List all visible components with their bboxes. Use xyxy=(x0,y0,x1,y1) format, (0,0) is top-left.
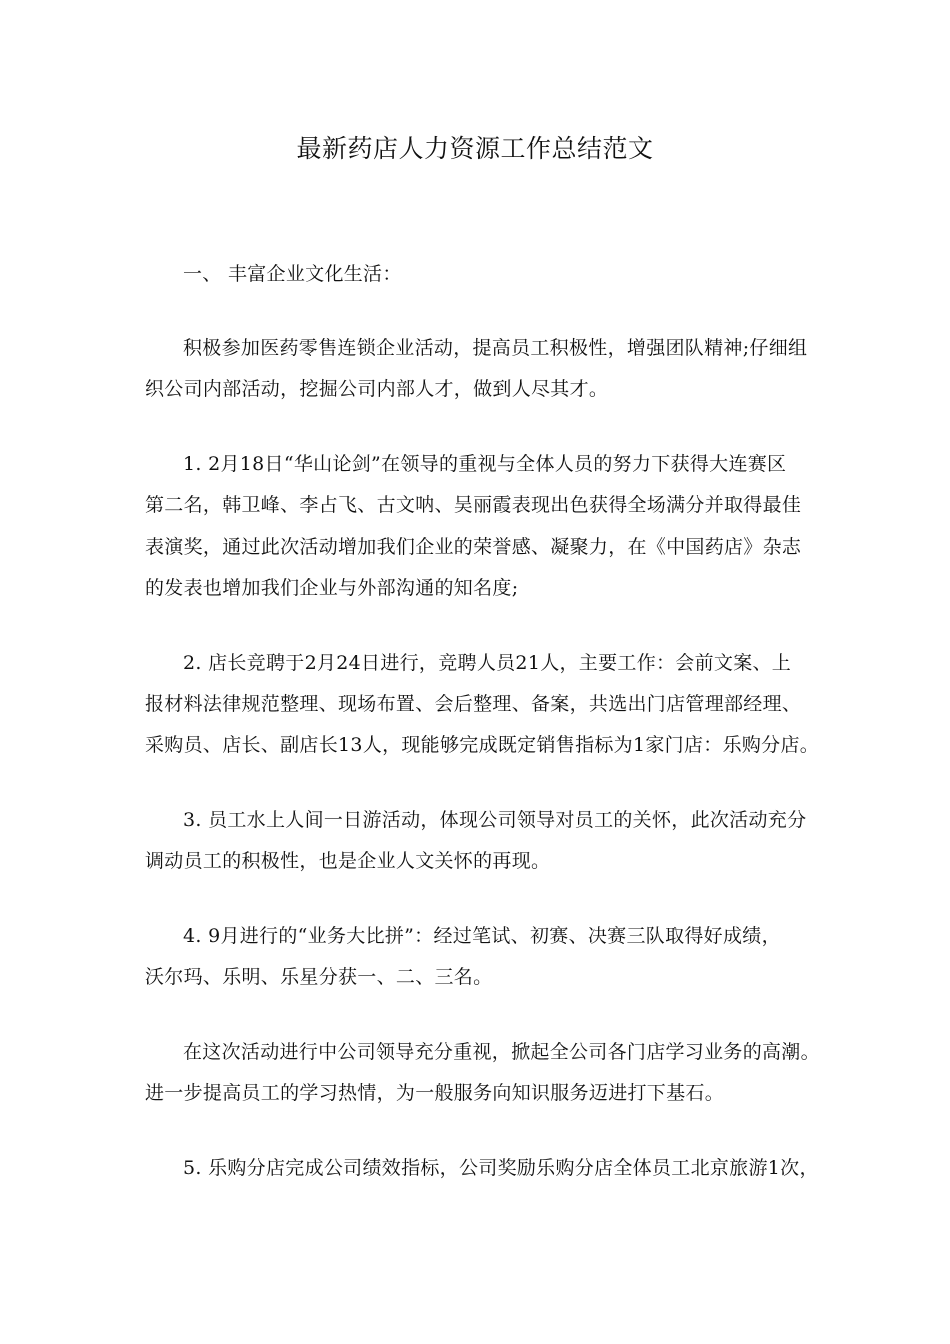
paragraph-line: 3. 员工水上人间一日游活动，体现公司领导对员工的关怀，此次活动充分 xyxy=(183,809,807,831)
paragraph-line: 沃尔玛、乐明、乐星分获一、二、三名。 xyxy=(145,966,493,988)
paragraph-line: 织公司内部活动，挖掘公司内部人才，做到人尽其才。 xyxy=(145,378,609,400)
paragraph-line: 表演奖，通过此次活动增加我们企业的荣誉感、凝聚力，在《中国药店》杂志 xyxy=(145,536,802,558)
paragraph-line: 调动员工的积极性，也是企业人文关怀的再现。 xyxy=(145,850,551,872)
paragraph-line: 5. 乐购分店完成公司绩效指标，公司奖励乐购分店全体员工北京旅游1次， xyxy=(183,1157,819,1179)
paragraph-line: 积极参加医药零售连锁企业活动，提高员工积极性，增强团队精神;仔细组 xyxy=(183,337,808,359)
paragraph-line: 第二名，韩卫峰、李占飞、古文呐、吴丽霞表现出色获得全场满分并取得最佳 xyxy=(145,494,802,516)
paragraph-line: 4. 9月进行的“业务大比拼”：经过笔试、初赛、决赛三队取得好成绩， xyxy=(183,925,781,947)
section-heading: 一、 丰富企业文化生活： xyxy=(183,263,402,285)
paragraph-line: 进一步提高员工的学习热情，为一般服务向知识服务迈进打下基石。 xyxy=(145,1082,725,1104)
document-title: 最新药店人力资源工作总结范文 xyxy=(296,134,654,163)
paragraph-line: 采购员、店长、副店长13人，现能够完成既定销售指标为1家门店：乐购分店。 xyxy=(145,734,820,756)
paragraph-line: 2. 店长竞聘于2月24日进行，竞聘人员21人，主要工作：会前文案、上 xyxy=(183,652,792,674)
paragraph-line: 的发表也增加我们企业与外部沟通的知名度; xyxy=(145,577,519,599)
paragraph-line: 报材料法律规范整理、现场布置、会后整理、备案，共选出门店管理部经理、 xyxy=(145,693,802,715)
paragraph-line: 在这次活动进行中公司领导充分重视，掀起全公司各门店学习业务的高潮。 xyxy=(183,1041,820,1063)
paragraph-line: 1. 2月18日“华山论剑”在领导的重视与全体人员的努力下获得大连赛区 xyxy=(183,453,787,475)
